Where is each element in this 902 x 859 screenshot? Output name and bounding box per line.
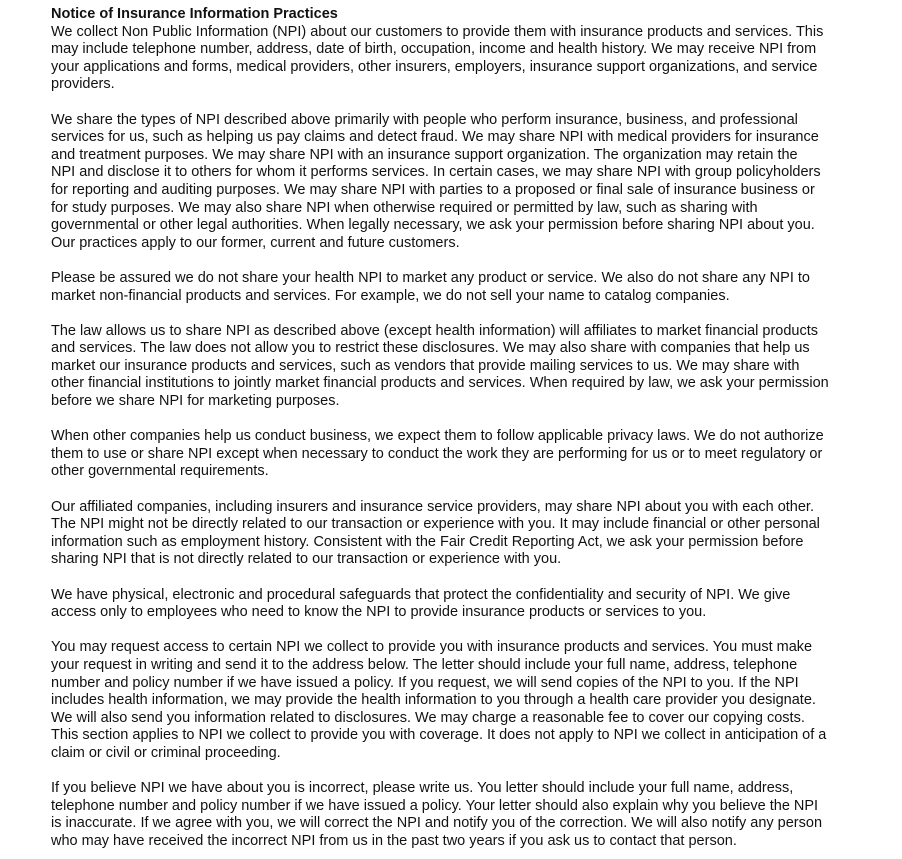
text-line: other financial institutions to jointly market financial products and services. When required by law, we ask your permission	[51, 375, 829, 392]
notice-title: Notice of Insurance Information Practices	[51, 6, 338, 22]
text-line: before we share NPI for marketing purposes.	[51, 393, 340, 410]
text-line: You may request access to certain NPI we collect to provide you with insurance products and services. You must make	[51, 639, 813, 656]
text-line: and treatment purposes. We may share NPI with an insurance support organization. The organization may retain the	[51, 146, 798, 163]
text-line: providers.	[51, 76, 115, 93]
text-line: This section applies to NPI we collect to provide you with coverage. It does not apply to NPI we collect in anticipation of a	[51, 727, 827, 744]
text-line: your request in writing and send it to the address below. The letter should include your full name, address, telephone	[51, 656, 798, 673]
paragraph-corrections	[51, 780, 882, 850]
text-line: The law allows us to share NPI as described above (except health information) will affiliates to market financial products	[51, 322, 818, 339]
text-line: governmental or other legal authorities. When legally necessary, we ask your permission before sharing NPI about you.	[51, 217, 815, 234]
text-line: We collect Non Public Information (NPI) about our customers to provide them with insurance products and services. This	[51, 23, 824, 40]
text-line: claim or civil or criminal proceeding.	[51, 744, 281, 761]
text-line: We will also send you information related to disclosures. We may charge a reasonable fee to cover our copying costs.	[51, 709, 805, 726]
text-line: number and policy number if we have issued a policy. If you request, we will send copies of the NPI to you. If the NPI	[51, 674, 799, 691]
text-line: Please be assured we do not share your health NPI to market any product or service. We also do not share any NPI to	[51, 269, 810, 286]
paragraph-safeguards	[51, 587, 882, 622]
paragraph-access-request	[51, 639, 882, 762]
paragraph-affiliated-companies	[51, 499, 882, 569]
text-line: information such as employment history. Consistent with the Fair Credit Reporting Act, we ask your permission before	[51, 533, 804, 550]
paragraph-npi-sharing	[51, 112, 882, 253]
text-line: and services. The law does not allow you to restrict these disclosures. We may also share with companies that help us	[51, 340, 810, 357]
text-line: If you believe NPI we have about you is incorrect, please write us. You letter should include your full name, address,	[51, 780, 794, 797]
paragraph-other-companies	[51, 428, 882, 481]
text-line: Our practices apply to our former, current and future customers.	[51, 234, 460, 251]
text-line: includes health information, we may provide the health information to you through a health care provider you designate.	[51, 692, 816, 709]
text-line: other governmental requirements.	[51, 463, 269, 480]
text-line: When other companies help us conduct business, we expect them to follow applicable privacy laws. We do not authorize	[51, 428, 824, 445]
paragraph-health-npi	[51, 270, 882, 305]
text-line: may include telephone number, address, date of birth, occupation, income and health history. We may receive NPI from	[51, 41, 817, 58]
paragraph-affiliate-marketing	[51, 323, 882, 411]
text-line: telephone number and policy number if we have issued a policy. Your letter should also explain why you believe the NPI	[51, 797, 819, 814]
text-line: market non-financial products and services. For example, we do not sell your name to catalog companies.	[51, 287, 730, 304]
text-line: is inaccurate. If we agree with you, we will correct the NPI and notify you of the correction. We will also notify any person	[51, 815, 823, 832]
notice-body	[51, 24, 882, 851]
text-line: sharing NPI that is not directly related to our transaction or experience with you.	[51, 551, 562, 568]
text-line: NPI and disclose it to others for whom it performs services. In certain cases, we may share NPI with group policyholders	[51, 164, 821, 181]
paragraph-npi-collection	[51, 24, 882, 94]
text-line: market our insurance products and services, such as vendors that provide mailing services to us. We may share with	[51, 357, 800, 374]
text-line: services for us, such as helping us pay claims and detect fraud. We may share NPI with medical providers for insurance	[51, 129, 819, 146]
text-line: Our affiliated companies, including insurers and insurance service providers, may share NPI about you with each other.	[51, 498, 814, 515]
text-line: access only to employees who need to know the NPI to provide insurance products or services to you.	[51, 604, 707, 621]
text-line: We have physical, electronic and procedural safeguards that protect the confidentiality and security of NPI. We give	[51, 586, 791, 603]
text-line: We share the types of NPI described above primarily with people who perform insurance, business, and professional	[51, 111, 798, 128]
text-line: your applications and forms, medical providers, other insurers, employers, insurance support organizations, and service	[51, 58, 818, 75]
text-line: for reporting and auditing purposes. We may share NPI with parties to a proposed or final sale of insurance business or	[51, 181, 815, 198]
text-line: The NPI might not be directly related to our transaction or experience with you. It may include financial or other personal	[51, 516, 820, 533]
text-line: for study purposes. We may also share NPI when otherwise required or permitted by law, such as sharing with	[51, 199, 758, 216]
text-line: them to use or share NPI except when necessary to conduct the work they are performing for us or to meet regulatory or	[51, 445, 823, 462]
text-line: who may have received the incorrect NPI from us in the past two years if you ask us to contact that person.	[51, 832, 737, 849]
